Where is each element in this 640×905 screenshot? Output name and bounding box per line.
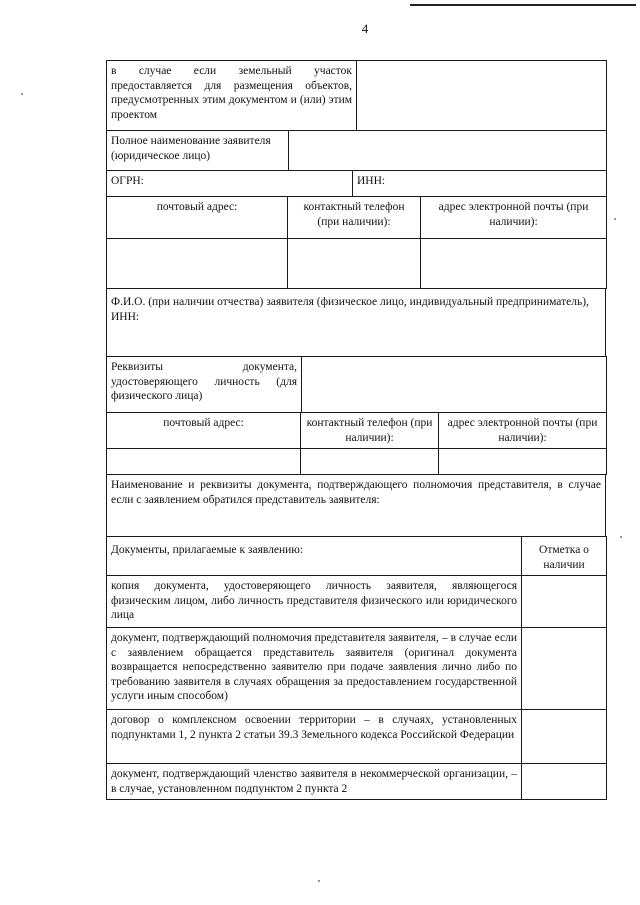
top-rule: [410, 4, 636, 6]
attached-docs-header: Документы, прилагаемые к заявлению:: [107, 537, 522, 576]
rep-authority-table: [106, 474, 606, 537]
full-name-label: Полное наименование заявителя (юридическое лицо): [107, 131, 289, 171]
applicant-legal-table: [106, 130, 607, 171]
page-number: 4: [361, 21, 369, 36]
land-purpose-value-cell[interactable]: [357, 61, 607, 131]
doc-nonprofit-membership: документ, подтверждающий членство заявителя в некоммерческой организации, – в случае, установленном подпунктом 2 пункта 2: [107, 764, 522, 800]
applicant-individual-table: [106, 288, 606, 357]
scan-speck: [21, 93, 23, 95]
application-form: [106, 60, 606, 800]
full-name-value-cell[interactable]: [289, 131, 607, 171]
ogrn-cell[interactable]: [107, 171, 353, 197]
legal-contact-phone-value[interactable]: [288, 239, 421, 289]
individual-email-value[interactable]: [439, 449, 607, 475]
scan-speck: [620, 536, 622, 538]
legal-email-label: адрес электронной почты (при наличии):: [421, 197, 607, 239]
id-document-table: [106, 356, 607, 413]
rep-authority-label: Наименование и реквизиты документа, подтверждающего полномочия представителя, в случае если с заявлением обратился представитель заявителя:: [107, 475, 606, 537]
land-purpose-table: [106, 60, 607, 131]
individual-postal-address-label: почтовый адрес:: [107, 413, 301, 449]
individual-email-label: адрес электронной почты (при наличии):: [439, 413, 607, 449]
legal-contacts-table: [106, 196, 607, 289]
individual-postal-address-value[interactable]: [107, 449, 301, 475]
doc-identity-copy: копия документа, удостоверяющего личность заявителя, являющегося физическим лицом, либо личность представителя физического или юридического лица: [107, 576, 522, 628]
doc-nonprofit-membership-mark[interactable]: [522, 764, 607, 800]
legal-postal-address-label: почтовый адрес:: [107, 197, 288, 239]
presence-mark-header: Отметка о наличии: [522, 537, 607, 576]
inn-cell[interactable]: [353, 171, 607, 197]
attached-documents-table: [106, 536, 607, 800]
legal-postal-address-value[interactable]: [107, 239, 288, 289]
scan-speck: [318, 880, 320, 882]
id-document-value-cell[interactable]: [302, 357, 607, 413]
legal-email-value[interactable]: [421, 239, 607, 289]
doc-identity-copy-mark[interactable]: [522, 576, 607, 628]
individual-contact-phone-value[interactable]: [301, 449, 439, 475]
doc-rep-authority: документ, подтверждающий полномочия представителя заявителя, – в случае если с заявлением обращается представитель заявителя (оригинал документа возвращается непосредственно заявителю при подаче заявления лично либо по требованию заявителя в случаях обращения за предоставлением государственной услуги иным способом): [107, 628, 522, 710]
individual-contacts-table: [106, 412, 607, 475]
fio-label: Ф.И.О. (при наличии отчества) заявителя (физическое лицо, индивидуальный предприниматель), ИНН:: [107, 289, 606, 357]
legal-contact-phone-label: контактный телефон (при наличии):: [288, 197, 421, 239]
doc-rep-authority-mark[interactable]: [522, 628, 607, 710]
ogrn-label: ОГРН:: [111, 175, 144, 187]
doc-territory-contract: договор о комплексном освоении территории – в случаях, установленных подпунктами 1, 2 пункта 2 статьи 39.3 Земельного кодекса Российской Федерации: [107, 710, 522, 764]
ogrn-inn-table: [106, 170, 607, 197]
doc-territory-contract-mark[interactable]: [522, 710, 607, 764]
individual-contact-phone-label: контактный телефон (при наличии):: [301, 413, 439, 449]
scan-speck: [614, 218, 616, 220]
land-purpose-label: в случае если земельный участок предоставляется для размещения объектов, предусмотренных этим документом и (или) этим проектом: [107, 61, 357, 131]
id-document-label: Реквизиты документа, удостоверяющего личность (для физического лица): [107, 357, 302, 413]
inn-label: ИНН:: [357, 175, 386, 187]
